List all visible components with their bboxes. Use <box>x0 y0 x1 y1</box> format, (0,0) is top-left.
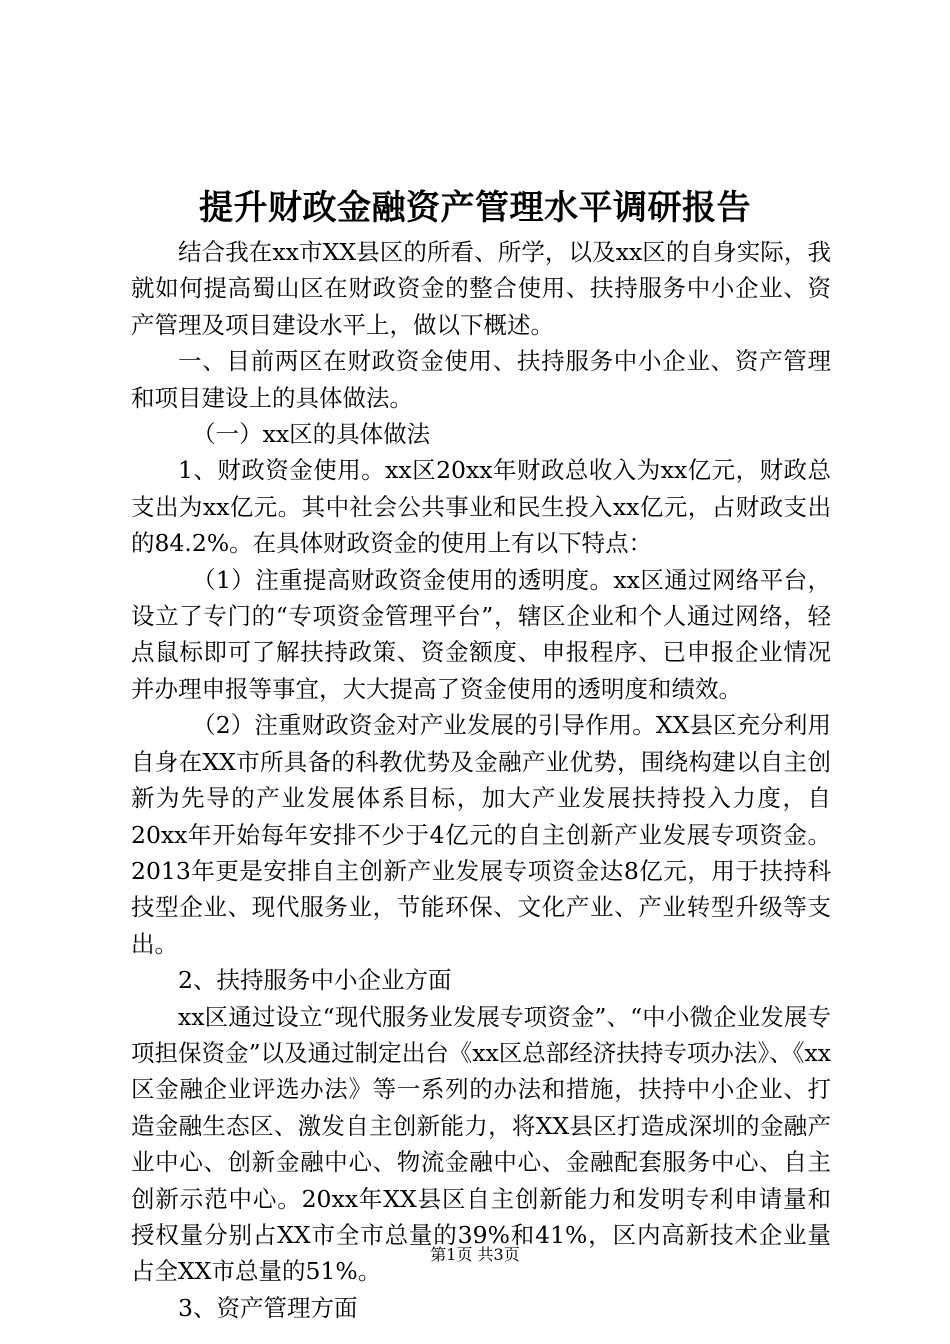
paragraph-industry-guidance: （2）注重财政资金对产业发展的引导作用。XX县区充分利用自身在XX市所具备的科教优势及金融产业优势，围绕构建以自主创新为先导的产业发展体系目标，加大产业发展扶持投入力度，自20xx年开始每年安排不少于4亿元的自主创新产业发展专项资金。2013年更是安排自主创新产业发展专项资金达8亿元，用于扶持科技型企业、现代服务业，节能环保、文化产业、产业转型升级等支出。 <box>131 711 831 958</box>
document-body <box>131 234 831 1326</box>
paragraph-sme-heading: 2、扶持服务中小企业方面 <box>178 966 452 995</box>
paragraph-transparency: （1）注重提高财政资金使用的透明度。xx区通过网络平台，设立了专门的“专项资金管理平台”，辖区企业和个人通过网络，轻点鼠标即可了解扶持政策、资金额度、申报程序、已申报企业情况并办理申报等事宜，大大提高了资金使用的透明度和绩效。 <box>131 565 831 703</box>
document-title: 提升财政金融资产管理水平调研报告 <box>199 188 751 228</box>
paragraph-subsection-heading: （一）xx区的具体做法 <box>192 420 431 449</box>
paragraph-intro: 结合我在xx市XX县区的所看、所学，以及xx区的自身实际，我就如何提高蜀山区在财政资金的整合使用、扶持服务中小企业、资产管理及项目建设水平上，做以下概述。 <box>131 238 831 339</box>
paragraph-asset-heading: 3、资产管理方面 <box>178 1293 358 1322</box>
paragraph-section-one-heading: 一、目前两区在财政资金使用、扶持服务中小企业、资产管理和项目建设上的具体做法。 <box>131 347 831 412</box>
paragraph-fiscal-funds: 1、财政资金使用。xx区20xx年财政总收入为xx亿元，财政总支出为xx亿元。其中社会公共事业和民生投入xx亿元，占财政支出的84.2%。在具体财政资金的使用上有以下特点： <box>131 456 831 558</box>
paragraph-sme-support: xx区通过设立“现代服务业发展专项资金”、“中小微企业发展专项担保资金”以及通过制定出台《xx区总部经济扶持专项办法》、《xx区金融企业评选办法》等一系列的办法和措施，扶持中小企业、打造金融生态区、激发自主创新能力，将XX县区打造成深圳的金融产业中心、创新金融中心、物流金融中心、金融配套服务中心、自主创新示范中心。20xx年XX县区自主创新能力和发明专利申请量和授权量分别占XX市全市总量的39%和41%，区内高新技术企业量占全XX市总量的51%。 <box>131 1002 831 1286</box>
page-footer: 第1页 共3页 <box>430 1245 520 1264</box>
